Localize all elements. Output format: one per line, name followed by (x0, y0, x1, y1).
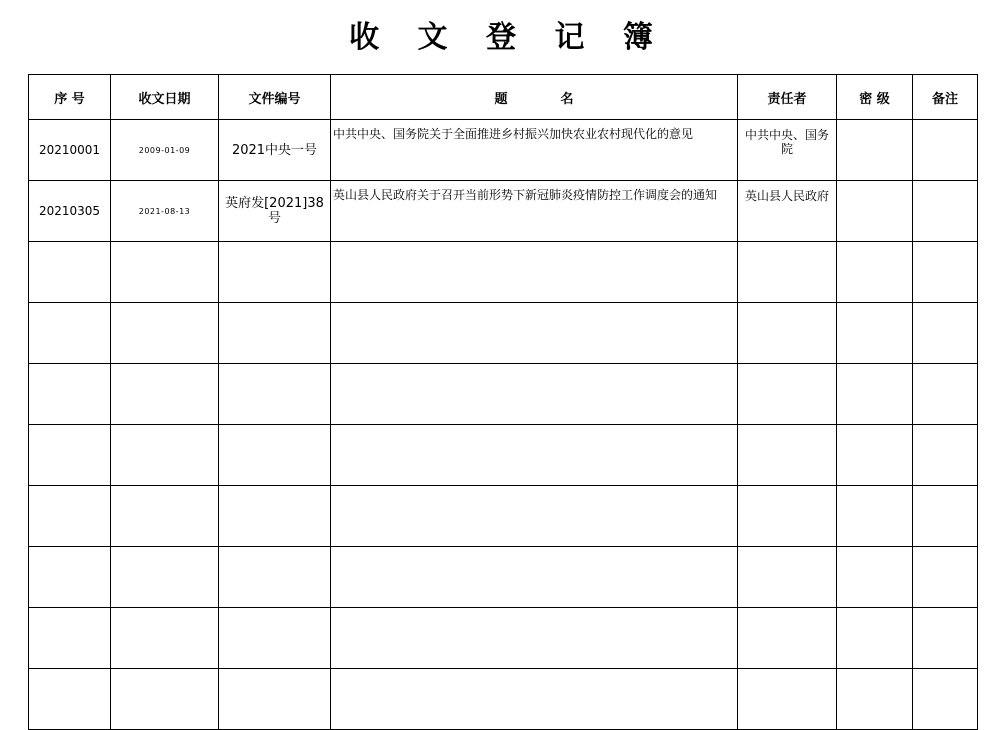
cell-date (111, 608, 219, 669)
header-doc-no: 文件编号 (219, 75, 331, 120)
cell-doc-no (219, 364, 331, 425)
table-row (29, 120, 978, 181)
cell-title (331, 669, 738, 730)
cell-security (837, 547, 913, 608)
cell-date: 2009-01-09 (111, 120, 219, 181)
cell-note (913, 486, 978, 547)
cell-title (331, 242, 738, 303)
cell-title (331, 547, 738, 608)
cell-note (913, 303, 978, 364)
page-title: 收 文 登 记 簿 (349, 20, 667, 55)
cell-doc-no (219, 608, 331, 669)
cell-note (913, 120, 978, 181)
cell-seq (29, 242, 111, 303)
cell-note (913, 425, 978, 486)
cell-security (837, 486, 913, 547)
cell-responsible (738, 364, 837, 425)
cell-seq (29, 303, 111, 364)
cell-doc-no (219, 486, 331, 547)
cell-responsible (738, 242, 837, 303)
cell-security (837, 425, 913, 486)
cell-seq (29, 669, 111, 730)
cell-date (111, 303, 219, 364)
cell-date (111, 486, 219, 547)
cell-date (111, 425, 219, 486)
cell-seq: 20210001 (29, 120, 111, 181)
header-date: 收文日期 (111, 75, 219, 120)
cell-seq (29, 486, 111, 547)
table-row (29, 608, 978, 669)
header-title-word-2: 名 (560, 91, 574, 107)
table-row (29, 242, 978, 303)
cell-title (331, 608, 738, 669)
cell-note (913, 242, 978, 303)
cell-security (837, 303, 913, 364)
header-title-word-1: 题 (494, 91, 508, 107)
cell-doc-no (219, 547, 331, 608)
cell-security (837, 242, 913, 303)
cell-security (837, 364, 913, 425)
cell-title: 英山县人民政府关于召开当前形势下新冠肺炎疫情防控工作调度会的通知 (331, 181, 738, 242)
cell-responsible: 中共中央、国务院 (738, 120, 837, 181)
cell-title: 中共中央、国务院关于全面推进乡村振兴加快农业农村现代化的意见 (331, 120, 738, 181)
cell-date (111, 547, 219, 608)
cell-doc-no (219, 242, 331, 303)
cell-seq (29, 364, 111, 425)
table-row (29, 181, 978, 242)
cell-security (837, 608, 913, 669)
cell-title (331, 364, 738, 425)
cell-responsible: 英山县人民政府 (738, 181, 837, 242)
receipt-register-table (28, 74, 978, 730)
cell-seq (29, 547, 111, 608)
cell-responsible (738, 608, 837, 669)
cell-seq: 20210305 (29, 181, 111, 242)
cell-responsible (738, 547, 837, 608)
cell-doc-no (219, 669, 331, 730)
header-title (331, 75, 738, 120)
cell-responsible (738, 425, 837, 486)
cell-title (331, 486, 738, 547)
cell-seq (29, 425, 111, 486)
cell-note (913, 181, 978, 242)
cell-doc-no (219, 303, 331, 364)
cell-responsible (738, 669, 837, 730)
cell-note (913, 364, 978, 425)
cell-responsible (738, 303, 837, 364)
cell-doc-no: 英府发[2021]38号 (219, 181, 331, 242)
cell-doc-no: 2021中央一号 (219, 120, 331, 181)
cell-seq (29, 608, 111, 669)
header-responsible: 责任者 (738, 75, 837, 120)
cell-title (331, 303, 738, 364)
table-row (29, 303, 978, 364)
cell-note (913, 669, 978, 730)
cell-date (111, 242, 219, 303)
header-security: 密 级 (837, 75, 913, 120)
cell-security (837, 181, 913, 242)
cell-title (331, 425, 738, 486)
table-row (29, 486, 978, 547)
table-row (29, 547, 978, 608)
cell-date: 2021-08-13 (111, 181, 219, 242)
cell-responsible (738, 486, 837, 547)
cell-security (837, 669, 913, 730)
header-seq: 序 号 (29, 75, 111, 120)
table-row (29, 425, 978, 486)
table-row (29, 364, 978, 425)
cell-note (913, 547, 978, 608)
cell-security (837, 120, 913, 181)
table-row (29, 669, 978, 730)
cell-date (111, 669, 219, 730)
header-row (29, 75, 978, 120)
cell-doc-no (219, 425, 331, 486)
cell-note (913, 608, 978, 669)
cell-date (111, 364, 219, 425)
header-note: 备注 (913, 75, 978, 120)
